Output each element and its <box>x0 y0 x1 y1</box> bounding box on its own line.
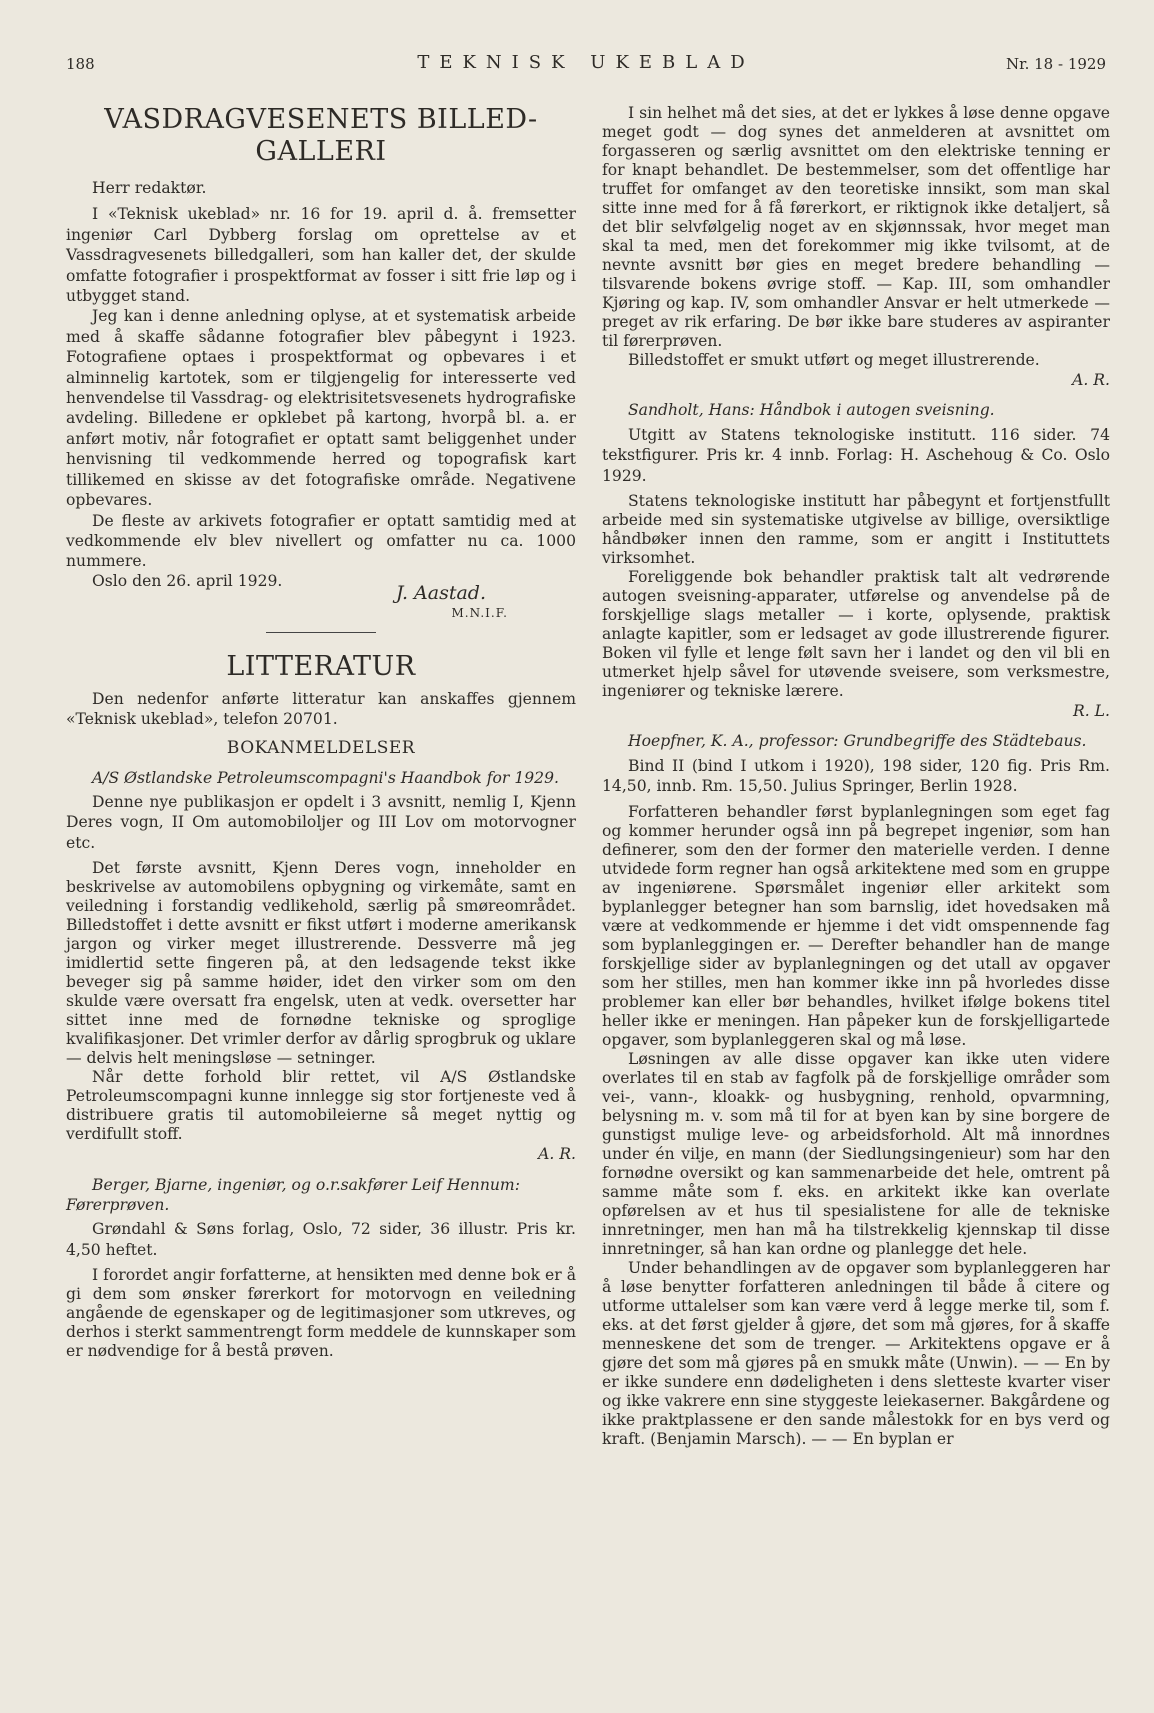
review-title: Berger, Bjarne, ingeniør, og o.r.sakfører Leif Hennum: Førerprøven. <box>66 1175 520 1214</box>
review-title: Sandholt, Hans: Håndbok i autogen sveisning. <box>628 401 995 420</box>
issue-number: Nr. 18 - 1929 <box>1005 55 1106 73</box>
review-paragraph: Løsningen av alle disse opgaver kan ikke uten videre overlates til en stab av fagfolk på de forskjellige områder som vei-, vann-, kloakk- og husbygning, renhold, opvarmning, belysning m. v. som må til for at byen kan by sine borgere de gunstigst mulige leve- og arbeidsforhold. Alt må innordnes under én vilje, en mann (der Siedlungsingenieur) som har den fornødne oversikt og kan sammenarbeide det hele, omtrent på samme måte som f. eks. en arkitekt ikke kan overlate opførelsen av et hus til spesialistene for alle de tekniske innretninger, men han må ha tilstrekkelig kjennskap til disse innretninger, så han kan ordne og planlegge det hele. <box>602 1049 1110 1258</box>
left-column <box>66 104 576 1361</box>
article-paragraph: I «Teknisk ukeblad» nr. 16 for 19. april d. å. fremsetter ingeniør Carl Dybberg forslag om oprettelse av et Vassdragvesenets billedgalleri, som han kaller det, der skulde omfatte fotografier i prospektformat av fosser i sitt frie løp og i utbygget stand. <box>66 205 576 306</box>
review-paragraph: Forfatteren behandler først byplanlegningen som eget fag og kommer herunder også inn på begrepet ingeniør, som han definerer, som den der former den materielle verden. I denne utvidede form regner han også arkitektene med som en gruppe av ingeniørene. Spørsmålet ingeniør eller arkitekt som byplanlegger betegner han som barnslig, idet hovedsaken må være at vedkommende er hjemme i det vidt omspennende fag som byplanleggingen er. — Derefter behandler han de mange forskjellige sider av byplanlegningen og det utall av opgaver som her stilles, men han kommer ikke inn på hvorledes disse problemer kan eller bør behandles, hvilket ifølge bokens titel heller ikke er meningen. Han påpeker kun de forskjelligartede opgaver, som byplanleggeren skal og må løse. <box>602 802 1110 1049</box>
signature-title: M.N.I.F. <box>451 605 508 620</box>
review-paragraph: Foreliggende bok behandler praktisk talt alt vedrørende autogen sveisning-apparater, utførelse og anvendelse på de forskjellige slags metaller — i korte, oplysende, praktisk anlagte kapitler, som er ledsaget av gode illustrerende figurer. Boken vil fylle et lenge følt savn her i landet og den vil bli en utmerket hjelp såvel for utøvende sveisere, som verksmestre, ingeniører og tekniske lærere. <box>602 568 1110 701</box>
review-publication: Bind II (bind I utkom i 1920), 198 sider, 120 fig. Pris Rm. 14,50, innb. Rm. 15,50. Julius Springer, Berlin 1928. <box>602 756 1110 796</box>
page-number: 188 <box>66 55 95 73</box>
review-paragraph: Det første avsnitt, Kjenn Deres vogn, inneholder en beskrivelse av automobilens opbygning og virkemåte, samt en veiledning i forstandig vedlikehold, særlig på smøreområdet. Billedstoffet i dette avsnitt er fikst utført i moderne amerikansk jargon og virker meget illustrerende. Dessverre må jeg imidlertid sette fingeren på, at den ledsagende tekst ikke beveger sig på samme høider, idet den virker som om den skulde være oversatt fra engelsk, uten at vedk. oversetter har sittet inne med de fornødne tekniske og sproglige kvalifikasjoner. Det vrimler derfor av dårlig sprogbruk og uklare — delvis helt meningsløse — setninger. <box>66 859 576 1068</box>
review-paragraph: I forordet angir forfatterne, at hensikten med denne bok er å gi dem som ønsker førerkort for motorvogn en veiledning angående de egenskaper og de legitimasjoner som utkreves, og derhos i sterkt sammentrengt form meddele de kunnskaper som er nødvendige for å bestå prøven. <box>66 1266 576 1361</box>
review-signature: R. L. <box>1073 702 1110 721</box>
signature-name: J. Aastad. <box>395 581 486 604</box>
review-signature: A. R. <box>1072 371 1110 389</box>
review-paragraph: I sin helhet må det sies, at det er lykkes å løse denne opgave meget godt — dog synes det anmelderen at avsnittet om forgasseren og særlig avsnittet om den elektriske tenning er for knapt behandlet. De bestemmelser, som det offentlige har truffet for omfanget av den teoretiske innsikt, som man skal sitte inne med for å få førerkort, er riktignok ikke detaljert, så det blir selvfølgelig noget av en skjønnssak, hvor meget man skal ta med, men det forekommer mig ikke tvilsomt, at de nevnte avsnitt bør gies en meget bredere behandling — tilsvarende bokens øvrige stoff. — Kap. III, som omhandler Kjøring og kap. IV, som omhandler Ansvar er helt utmerkede — preget av rik erfaring. De bør ikke bare studeres av aspiranter til førerprøven. <box>602 104 1110 350</box>
article-paragraph: De fleste av arkivets fotografier er optatt samtidig med at vedkommende elv blev nivellert og omfatter nu ca. 1000 nummere. <box>66 511 576 571</box>
review-signature: A. R. <box>538 1145 576 1164</box>
review-publication: Grøndahl & Søns forlag, Oslo, 72 sider, 36 illustr. Pris kr. 4,50 heftet. <box>66 1220 576 1259</box>
review-paragraph: Under behandlingen av de opgaver som byplanleggeren har å løse benytter forfatteren anledningen til både å citere og utforme uttalelser som kan være verd å legge merke til, som f. eks. at det først gjelder å gjøre, det som må gjøres, for å skaffe menneskene det som de trenger. — Arkitektens opgave er å gjøre det som må gjøres på en smukk måte (Unwin). — — En by er ikke sundere enn dødeligheten i dens sletteste kvarter viser og ikke vakrere enn sine styggeste leiekaserner. Bakgårdene og ikke praktplassene er den sande målestokk for en bys verd og kraft. (Benjamin Marsch). — — En byplan er <box>602 1258 1110 1448</box>
article-heading: VASDRAGVESENETS BILLED-GALLERI <box>104 104 538 167</box>
divider <box>266 632 376 633</box>
review-title: A/S Østlandske Petroleumscompagni's Haandbok for 1929. <box>92 768 559 787</box>
review-paragraph: Når dette forhold blir rettet, vil A/S Østlandske Petroleumscompagni kunne innlegge sig stor fortjeneste ved å distribuere gratis til automobileierne så meget nyttig og verdifullt stoff. <box>66 1068 576 1144</box>
subsection-heading: BOKANMELDELSER <box>226 737 416 758</box>
signature-block <box>66 571 576 620</box>
review-publication: Utgitt av Statens teknologiske institutt. 116 sider. 74 tekstfigurer. Pris kr. 4 innb. Forlag: H. Aschehoug & Co. Oslo 1929. <box>602 425 1110 485</box>
section-intro: Den nedenfor anførte litteratur kan anskaffes gjennem «Teknisk ukeblad», telefon 20701. <box>66 689 576 729</box>
review-title: Hoepfner, K. A., professor: Grundbegriffe des Städtebaus. <box>628 732 1087 751</box>
review-paragraph: Statens teknologiske institutt har påbegynt et fortjenstfullt arbeide med sin systematiske utgivelse av billige, oversiktlige håndbøker innen den ramme, som er angitt i Instituttets virksomhet. <box>602 492 1110 568</box>
journal-title: TEKNISK UKEBLAD <box>417 52 755 73</box>
salutation: Herr redaktør. <box>92 179 207 197</box>
review-paragraph: Denne nye publikasjon er opdelt i 3 avsnitt, nemlig I, Kjenn Deres vogn, II Om automobiloljer og III Lov om motorvogner etc. <box>66 792 576 852</box>
section-heading: LITTERATUR <box>226 650 416 682</box>
review-paragraph: Billedstoffet er smukt utført og meget illustrerende. <box>628 351 1040 369</box>
right-column <box>602 104 1110 1449</box>
article-paragraph: Jeg kan i denne anledning oplyse, at et systematisk arbeide med å skaffe sådanne fotografier blev påbegynt i 1923. Fotografiene optaes i prospektformat og opbevares i et alminnelig kartotek, som er tilgjengelig for interesserte ved henvendelse til Vassdrag- og elektrisitetsvesenets hydrografiske avdeling. Billedene er opklebet på kartong, hvorpå bl. a. er anført motiv, når fotografiet er optatt samt beliggenhet under henvisning til vedkommende herred og topografisk kart tillikemed en skisse av det fotografiske område. Negativene opbevares. <box>66 307 576 510</box>
place-date: Oslo den 26. april 1929. <box>92 571 283 590</box>
page-header <box>66 52 1106 78</box>
